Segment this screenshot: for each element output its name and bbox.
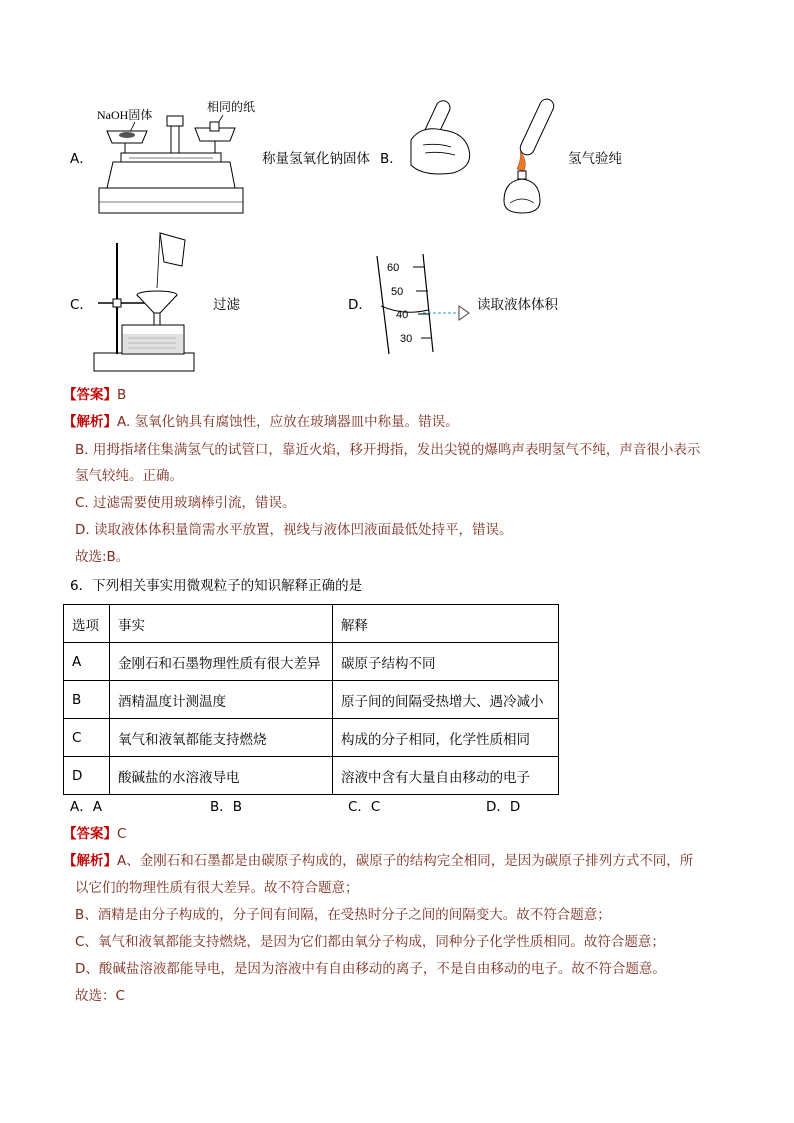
table-header-row — [64, 605, 559, 643]
table-cell: 氧气和液氧都能支持燃烧 — [110, 719, 333, 757]
q6-choose: 故选：C — [75, 988, 125, 1004]
q6-analysis-a2: 以它们的物理性质有很大差异。故不符合题意； — [75, 880, 359, 896]
tick-40: 40 — [396, 309, 409, 321]
q6-analysis-c: C、氧气和液氧都能支持燃烧，是因为它们都由氧分子构成，同种分子化学性质相同。故符合题意； — [75, 934, 665, 950]
table-row — [64, 719, 559, 757]
q6-table — [63, 604, 559, 795]
naoh-label: NaOH固体 — [97, 108, 153, 122]
q6-answer-line — [63, 825, 126, 843]
q5-answer: B — [117, 387, 127, 403]
table-cell: D — [64, 757, 110, 795]
table-row — [64, 681, 559, 719]
filtration-figure — [90, 228, 200, 378]
table-header: 解释 — [333, 605, 559, 643]
analysis-tag: 【解析】 — [63, 853, 117, 869]
q5-choose: 故选:B。 — [75, 549, 130, 565]
q6-analysis-d: D、酸碱盐溶液都能导电，是因为溶液中有自由移动的离子，不是自由移动的电子。故不符合题意。 — [75, 961, 666, 977]
option-a-caption: 称量氢氧化钠固体 — [262, 151, 370, 167]
cylinder-reading-figure — [373, 250, 473, 358]
choice-c: C．C — [348, 799, 381, 815]
q6-answer: C — [117, 826, 127, 842]
choice-b: B．B — [210, 799, 243, 815]
paper-label: 相同的纸 — [207, 100, 256, 114]
hand-test-tube-figure — [403, 95, 483, 180]
table-row — [64, 643, 559, 681]
q5-analysis-d: D. 读取液体体积量筒需水平放置，视线与液体凹液面最低处持平，错误。 — [75, 522, 513, 538]
q6-stem: 6．下列相关事实用微观粒子的知识解释正确的是 — [70, 578, 363, 594]
option-a-label: A． — [70, 151, 93, 167]
q5-analysis-c: C. 过滤需要使用玻璃棒引流，错误。 — [75, 495, 296, 511]
tick-60: 60 — [387, 262, 400, 274]
table-cell: 原子间的间隔受热增大、遇冷减小 — [333, 681, 559, 719]
answer-tag: 【答案】 — [63, 826, 117, 842]
table-cell: 溶液中含有大量自由移动的电子 — [333, 757, 559, 795]
option-b-caption: 氢气验纯 — [568, 151, 622, 167]
balance-figure — [95, 98, 256, 218]
option-b-label: B． — [380, 151, 403, 167]
option-d-label: D． — [348, 297, 372, 313]
q6-analysis-a1: 【解析】A、金刚石和石墨都是由碳原子构成的，碳原子的结构完全相同，是因为碳原子排列方式不同，所 — [63, 853, 694, 869]
option-d-caption: 读取液体体积 — [477, 297, 558, 313]
table-cell: B — [64, 681, 110, 719]
choice-a: A．A — [70, 799, 102, 815]
table-cell: C — [64, 719, 110, 757]
tick-30: 30 — [400, 333, 413, 345]
analysis-tag: 【解析】 — [63, 414, 117, 430]
tick-50: 50 — [391, 286, 404, 298]
alcohol-lamp-figure — [500, 95, 565, 220]
q5-analysis-a: 【解析】A. 氢氧化钠具有腐蚀性，应放在玻璃器皿中称量。错误。 — [63, 414, 459, 430]
table-cell: A — [64, 643, 110, 681]
q6-analysis-b: B、酒精是由分子构成的，分子间有间隔，在受热时分子之间的间隔变大。故不符合题意； — [75, 907, 611, 923]
q5-analysis-b2: 氢气较纯。正确。 — [75, 468, 183, 484]
table-cell: 酒精温度计测温度 — [110, 681, 333, 719]
answer-tag: 【答案】 — [63, 387, 117, 403]
table-cell: 构成的分子相同，化学性质相同 — [333, 719, 559, 757]
q5-analysis-b1: B. 用拇指堵住集满氢气的试管口，靠近火焰，移开拇指，发出尖锐的爆鸣声表明氢气不纯，声音很小表示 — [75, 442, 701, 458]
q5-answer-line — [63, 386, 126, 404]
table-cell: 酸碱盐的水溶液导电 — [110, 757, 333, 795]
table-header: 事实 — [110, 605, 333, 643]
option-c-caption: 过滤 — [213, 297, 240, 313]
choice-d: D．D — [486, 799, 521, 815]
option-c-label: C． — [70, 297, 93, 313]
table-cell: 碳原子结构不同 — [333, 643, 559, 681]
table-cell: 金刚石和石墨物理性质有很大差异 — [110, 643, 333, 681]
table-row — [64, 757, 559, 795]
table-header: 选项 — [64, 605, 110, 643]
